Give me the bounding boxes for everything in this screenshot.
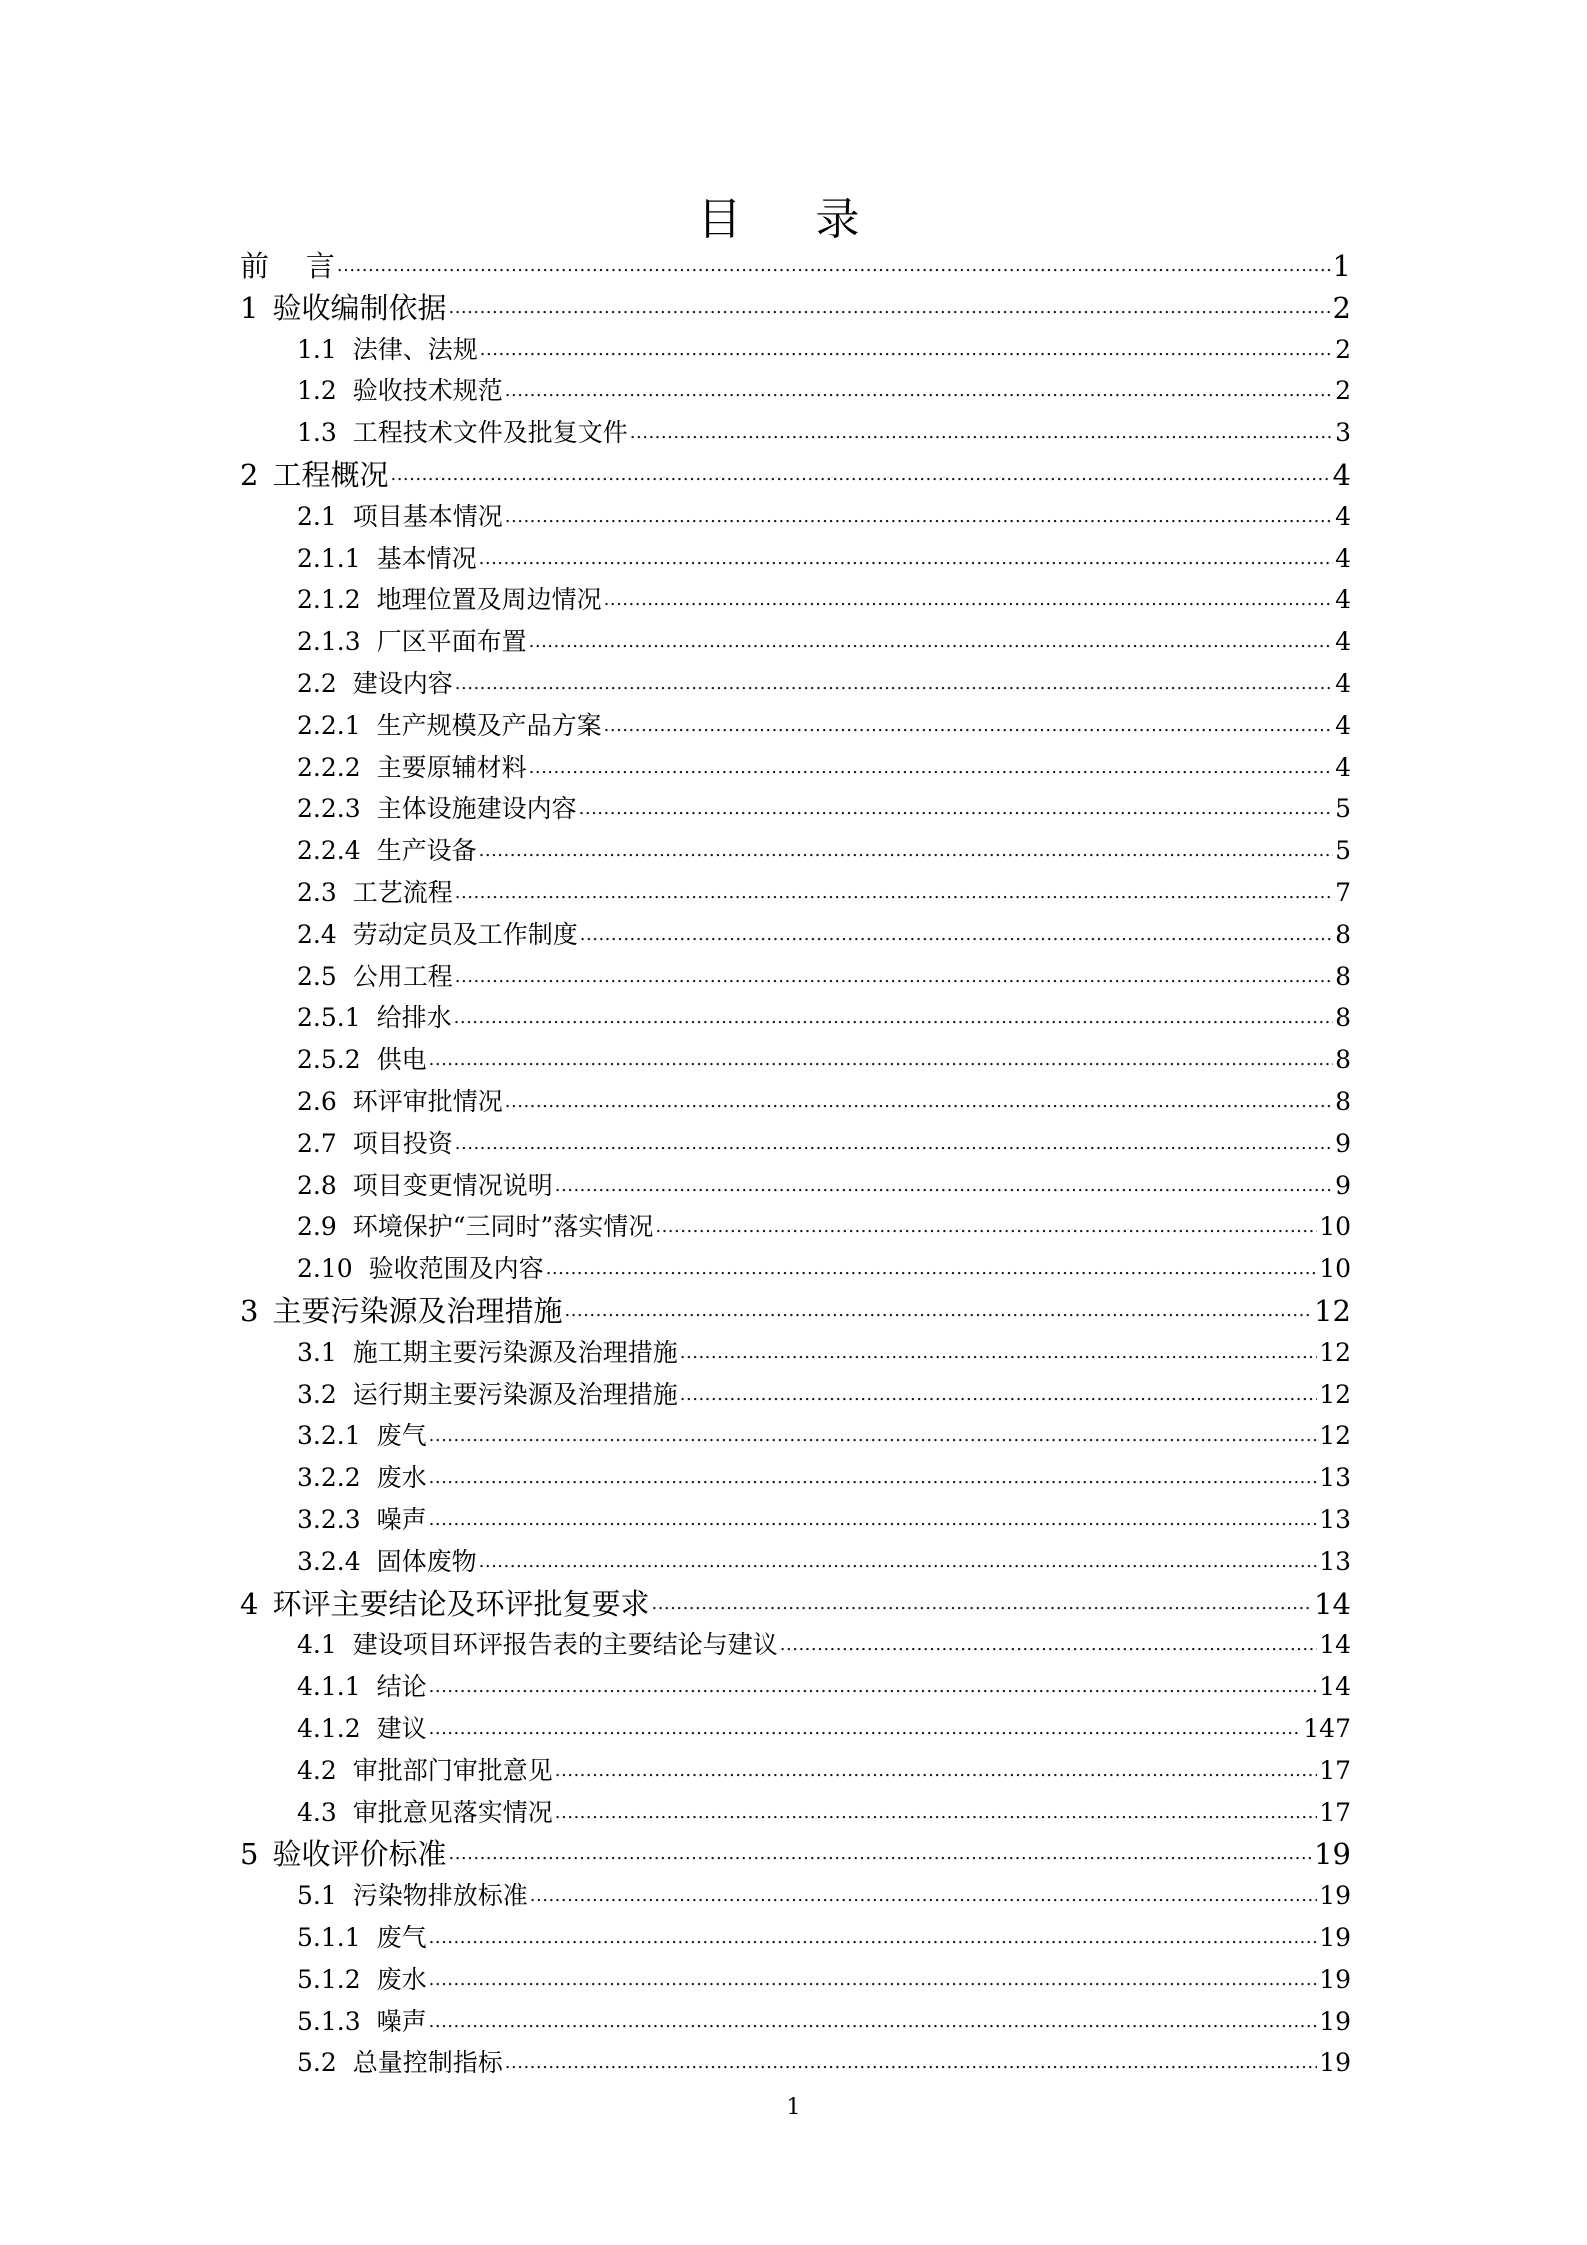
toc-page-number: 19 <box>1319 2048 1351 2077</box>
toc-section-number: 3.2.3 <box>297 1505 361 1534</box>
toc-section-number: 5 <box>240 1837 259 1871</box>
toc-dot-leader <box>604 712 1333 740</box>
toc-entry[interactable] <box>0 1080 1587 1122</box>
toc-entry-line <box>0 497 1587 537</box>
toc-entry-line <box>0 1709 1587 1749</box>
toc-entry-line <box>0 1667 1587 1707</box>
toc-dot-leader <box>429 1046 1333 1074</box>
toc-section-number: 1.2 <box>297 376 337 405</box>
toc-section-number: 1 <box>240 291 259 325</box>
toc-section-number: 2.5.2 <box>297 1045 361 1074</box>
toc-page-number: 17 <box>1319 1756 1351 1785</box>
toc-section-number: 2.10 <box>297 1254 353 1283</box>
toc-section-number: 2.5.1 <box>297 1003 361 1032</box>
toc-dot-leader <box>455 670 1333 698</box>
toc-page-number: 19 <box>1319 2007 1351 2036</box>
toc-page-number: 4 <box>1335 711 1351 740</box>
toc-entry-line <box>0 1542 1587 1582</box>
toc-section-title: 废水 <box>376 1965 427 1994</box>
toc-dot-leader <box>455 1130 1333 1158</box>
toc-dot-leader <box>680 1339 1317 1367</box>
toc-page-number: 8 <box>1335 1087 1351 1116</box>
toc-dot-leader <box>429 1422 1318 1450</box>
toc-entry[interactable] <box>0 578 1587 620</box>
toc-section-number: 2.2.3 <box>297 794 361 823</box>
toc-page-number: 14 <box>1319 1630 1351 1659</box>
toc-entry-line <box>0 1291 1587 1331</box>
toc-section-title: 厂区平面布置 <box>376 627 527 656</box>
toc-dot-leader <box>479 545 1333 573</box>
toc-entry[interactable] <box>0 996 1587 1038</box>
toc-section-title: 废水 <box>376 1463 427 1492</box>
toc-entry[interactable] <box>0 453 1587 495</box>
toc-entry[interactable] <box>0 787 1587 829</box>
toc-entry-line <box>0 873 1587 913</box>
toc-entry[interactable] <box>0 1122 1587 1164</box>
toc-entry[interactable] <box>0 411 1587 453</box>
toc-dot-leader <box>429 1924 1318 1952</box>
toc-section-title: 建设项目环评报告表的主要结论与建议 <box>352 1630 778 1659</box>
toc-page-number: 12 <box>1319 1338 1351 1367</box>
toc-entry[interactable] <box>0 1916 1587 1958</box>
toc-page-number: 4 <box>1335 544 1351 573</box>
toc-section-title: 生产设备 <box>376 836 477 865</box>
toc-section-title: 公用工程 <box>352 962 453 991</box>
toc-entry-line <box>0 455 1587 495</box>
toc-page-number: 9 <box>1335 1171 1351 1200</box>
toc-dot-leader <box>448 1840 1312 1868</box>
toc-entry-line <box>0 580 1587 620</box>
toc-section-number: 4.1 <box>297 1630 337 1659</box>
toc-section-number: 2.6 <box>297 1087 337 1116</box>
toc-section-title: 审批部门审批意见 <box>352 1756 553 1785</box>
toc-page-number: 19 <box>1319 1923 1351 1952</box>
toc-entry-line <box>0 1416 1587 1456</box>
toc-page-number: 8 <box>1335 1003 1351 1032</box>
toc-entry[interactable] <box>0 1373 1587 1415</box>
toc-page-number: 8 <box>1335 920 1351 949</box>
toc-section-title: 环评主要结论及环评批复要求 <box>272 1587 650 1621</box>
toc-dot-leader <box>454 1004 1333 1032</box>
toc-entry[interactable] <box>0 1540 1587 1582</box>
toc-entry[interactable] <box>0 871 1587 913</box>
toc-section-number: 1.1 <box>297 335 337 364</box>
toc-section-number: 5.1.1 <box>297 1923 361 1952</box>
toc-section-number: 4.2 <box>297 1756 337 1785</box>
toc-page-number: 2 <box>1335 335 1351 364</box>
toc-section-number: 2.1 <box>297 502 337 531</box>
toc-section-title: 固体废物 <box>376 1547 477 1576</box>
toc-dot-leader <box>455 879 1333 907</box>
toc-dot-leader <box>429 1673 1318 1701</box>
toc-entry-line <box>0 2043 1587 2083</box>
toc-page-number: 4 <box>1335 753 1351 782</box>
toc-dot-leader <box>529 628 1333 656</box>
toc-entry[interactable] <box>0 286 1587 328</box>
toc-section-number: 2.7 <box>297 1129 337 1158</box>
toc-dot-leader <box>530 1882 1317 1910</box>
toc-section-title: 法律、法规 <box>352 335 478 364</box>
toc-entry[interactable] <box>0 495 1587 537</box>
toc-entry[interactable] <box>0 1832 1587 1874</box>
toc-page-number: 10 <box>1319 1212 1351 1241</box>
toc-section-number: 2.9 <box>297 1212 337 1241</box>
toc-section-number: 2.8 <box>297 1171 337 1200</box>
toc-section-title: 劳动定员及工作制度 <box>352 920 578 949</box>
toc-dot-leader <box>680 1381 1317 1409</box>
toc-page-number: 13 <box>1319 1463 1351 1492</box>
toc-entry-line <box>0 1333 1587 1373</box>
toc-page-number: 2 <box>1335 376 1351 405</box>
toc-dot-leader <box>455 963 1333 991</box>
toc-dot-leader <box>564 1297 1312 1325</box>
toc-entry[interactable] <box>0 537 1587 579</box>
toc-page-number: 12 <box>1319 1380 1351 1409</box>
toc-dot-leader <box>505 2049 1317 2077</box>
toc-dot-leader <box>479 837 1333 865</box>
toc-dot-leader <box>555 1757 1317 1785</box>
toc-dot-leader <box>429 1506 1318 1534</box>
toc-entry[interactable] <box>0 1707 1587 1749</box>
toc-entry-line <box>0 1960 1587 2000</box>
toc-section-number: 2.3 <box>297 878 337 907</box>
toc-dot-leader <box>529 754 1333 782</box>
toc-section-title: 审批意见落实情况 <box>352 1798 553 1827</box>
toc-section-title: 噪声 <box>376 1505 427 1534</box>
toc-entry-line <box>0 1751 1587 1791</box>
toc-dot-leader <box>429 1464 1318 1492</box>
toc-entry[interactable] <box>0 1665 1587 1707</box>
toc-section-title: 供电 <box>376 1045 427 1074</box>
toc-entry[interactable] <box>0 746 1587 788</box>
toc-entry-line <box>0 330 1587 370</box>
toc-section-title: 地理位置及周边情况 <box>376 585 602 614</box>
toc-section-number: 1.3 <box>297 418 337 447</box>
toc-entry-line <box>0 246 1587 286</box>
toc-section-number: 4 <box>240 1587 259 1621</box>
toc-entry[interactable] <box>0 662 1587 704</box>
toc-section-number: 4.1.1 <box>297 1672 361 1701</box>
toc-section-number: 3.2.1 <box>297 1421 361 1450</box>
toc-section-title: 主要原辅材料 <box>376 753 527 782</box>
toc-entry-line <box>0 1040 1587 1080</box>
toc-entry[interactable] <box>0 1038 1587 1080</box>
toc-section-number: 2.1.1 <box>297 544 361 573</box>
toc-entry[interactable] <box>0 2041 1587 2083</box>
toc-entry[interactable] <box>0 1582 1587 1624</box>
toc-dot-leader <box>429 2008 1318 2036</box>
toc-entry[interactable] <box>0 1874 1587 1916</box>
toc-section-title: 运行期主要污染源及治理措施 <box>352 1380 678 1409</box>
toc-page-number: 4 <box>1332 458 1351 492</box>
toc-entry[interactable] <box>0 1247 1587 1289</box>
toc-entry-line <box>0 664 1587 704</box>
toc-page-number: 12 <box>1314 1294 1351 1328</box>
toc-entry-line <box>0 1500 1587 1540</box>
toc-entry-line <box>0 915 1587 955</box>
toc-section-title: 工程概况 <box>272 458 389 492</box>
toc-section-number: 3 <box>240 1294 259 1328</box>
toc-dot-leader <box>505 377 1333 405</box>
toc-section-title: 环评审批情况 <box>352 1087 503 1116</box>
toc-entry-line <box>0 288 1587 328</box>
toc-entry-line <box>0 1458 1587 1498</box>
toc-dot-leader <box>429 1715 1302 1743</box>
toc-section-title: 项目投资 <box>352 1129 453 1158</box>
toc-entry-line <box>0 748 1587 788</box>
toc-entry[interactable] <box>0 1331 1587 1373</box>
toc-section-title: 主体设施建设内容 <box>376 794 577 823</box>
toc-section-title: 总量控制指标 <box>352 2048 503 2077</box>
toc-entry[interactable] <box>0 1749 1587 1791</box>
toc-entry[interactable] <box>0 1164 1587 1206</box>
toc-section-title: 给排水 <box>376 1003 452 1032</box>
toc-page-number: 5 <box>1335 836 1351 865</box>
page-number: 1 <box>786 2095 801 2120</box>
toc-section-number: 2.5 <box>297 962 337 991</box>
toc-section-number: 3.2 <box>297 1380 337 1409</box>
toc-section-number: 2.1.3 <box>297 627 361 656</box>
toc-dot-leader <box>448 294 1330 322</box>
toc-page-number: 8 <box>1335 1045 1351 1074</box>
toc-section-number: 2.2 <box>297 669 337 698</box>
toc-dot-leader <box>505 1088 1333 1116</box>
toc-entry[interactable] <box>0 913 1587 955</box>
toc-dot-leader <box>390 461 1330 489</box>
toc-section-number: 2.2.4 <box>297 836 361 865</box>
toc-page-number: 14 <box>1319 1672 1351 1701</box>
toc-entry[interactable] <box>0 1498 1587 1540</box>
toc-section-title: 工程技术文件及批复文件 <box>352 418 628 447</box>
toc-entry-line <box>0 1834 1587 1874</box>
toc-page-number: 4 <box>1335 585 1351 614</box>
toc-entry-line <box>0 1625 1587 1665</box>
toc-entry[interactable] <box>0 328 1587 370</box>
toc-section-title: 结论 <box>376 1672 427 1701</box>
toc-page-number: 4 <box>1335 669 1351 698</box>
toc-entry-line <box>0 371 1587 411</box>
toc-page-number: 5 <box>1335 794 1351 823</box>
toc-section-number: 2.1.2 <box>297 585 361 614</box>
toc-page-number: 4 <box>1335 627 1351 656</box>
toc-section-title: 前 言 <box>240 249 335 283</box>
toc-page-number: 8 <box>1335 962 1351 991</box>
toc-entry-line <box>0 622 1587 662</box>
toc-dot-leader <box>604 586 1333 614</box>
toc-section-title: 项目变更情况说明 <box>352 1171 553 1200</box>
toc-entry-line <box>0 1207 1587 1247</box>
toc-entry[interactable] <box>0 1414 1587 1456</box>
page-title: 目 录 <box>697 194 890 245</box>
toc-dot-leader <box>429 1966 1318 1994</box>
toc-section-title: 工艺流程 <box>352 878 453 907</box>
toc-section-title: 基本情况 <box>376 544 477 573</box>
toc-page-number: 13 <box>1319 1547 1351 1576</box>
toc-section-number: 3.2.2 <box>297 1463 361 1492</box>
toc-page-number: 12 <box>1319 1421 1351 1450</box>
toc-dot-leader <box>555 1172 1333 1200</box>
toc-entry-line <box>0 1584 1587 1624</box>
toc-section-title: 环境保护“三同时”落实情况 <box>352 1212 654 1241</box>
toc-page-number: 19 <box>1319 1881 1351 1910</box>
toc-entry-line <box>0 706 1587 746</box>
toc-dot-leader <box>580 921 1333 949</box>
toc-entry-line <box>0 1124 1587 1164</box>
toc-section-title: 生产规模及产品方案 <box>376 711 602 740</box>
toc-entry-line <box>0 1918 1587 1958</box>
toc-entry-line <box>0 413 1587 453</box>
toc-entry-line <box>0 1375 1587 1415</box>
toc-section-title: 噪声 <box>376 2007 427 2036</box>
toc-section-number: 4.3 <box>297 1798 337 1827</box>
toc-section-number: 5.2 <box>297 2048 337 2077</box>
toc-section-number: 4.1.2 <box>297 1714 361 1743</box>
toc-entry[interactable] <box>0 829 1587 871</box>
toc-entry[interactable] <box>0 244 1587 286</box>
toc-page-number: 2 <box>1332 291 1351 325</box>
toc-entry-line <box>0 2002 1587 2042</box>
toc-section-number: 5.1.2 <box>297 1965 361 1994</box>
toc-entry-line <box>0 998 1587 1038</box>
toc-entry[interactable] <box>0 1289 1587 1331</box>
toc-entry[interactable] <box>0 620 1587 662</box>
toc-entry-line <box>0 539 1587 579</box>
toc-section-title: 主要污染源及治理措施 <box>272 1294 563 1328</box>
toc-dot-leader <box>505 503 1333 531</box>
toc-page-number: 19 <box>1314 1837 1351 1871</box>
toc-dot-leader <box>651 1590 1312 1618</box>
toc-entry-line <box>0 1082 1587 1122</box>
toc-page-number: 10 <box>1319 1254 1351 1283</box>
toc-section-number: 3.2.4 <box>297 1547 361 1576</box>
toc-entry-line <box>0 831 1587 871</box>
toc-dot-leader <box>480 336 1333 364</box>
toc-dot-leader <box>337 252 1331 280</box>
toc-entry-line <box>0 1166 1587 1206</box>
toc-page-number: 4 <box>1335 502 1351 531</box>
toc-section-title: 施工期主要污染源及治理措施 <box>352 1338 678 1367</box>
toc-dot-leader <box>630 419 1333 447</box>
toc-dot-leader <box>655 1213 1317 1241</box>
toc-dot-leader <box>579 795 1333 823</box>
toc-section-number: 5.1 <box>297 1881 337 1910</box>
toc-section-title: 验收评价标准 <box>272 1837 447 1871</box>
toc-entry[interactable] <box>0 1205 1587 1247</box>
toc-page-number: 9 <box>1335 1129 1351 1158</box>
toc-entry[interactable] <box>0 1958 1587 2000</box>
toc-page-number: 7 <box>1335 878 1351 907</box>
toc-entry[interactable] <box>0 1623 1587 1665</box>
toc-section-title: 污染物排放标准 <box>352 1881 528 1910</box>
toc-dot-leader <box>780 1631 1317 1659</box>
toc-entry-line <box>0 957 1587 997</box>
toc-section-title: 废气 <box>376 1923 427 1952</box>
toc-page-number: 147 <box>1303 1714 1351 1743</box>
toc-section-number: 2.2.2 <box>297 753 361 782</box>
toc-page-number: 13 <box>1319 1505 1351 1534</box>
toc-section-title: 验收编制依据 <box>272 291 447 325</box>
toc-entry[interactable] <box>0 2000 1587 2042</box>
toc-page-number: 1 <box>1332 249 1351 283</box>
toc-dot-leader <box>546 1255 1318 1283</box>
toc-dot-leader <box>555 1799 1317 1827</box>
toc-entry[interactable] <box>0 704 1587 746</box>
toc-page-number: 3 <box>1335 418 1351 447</box>
toc-section-title: 建议 <box>376 1714 427 1743</box>
toc-section-title: 建设内容 <box>352 669 453 698</box>
toc-entry[interactable] <box>0 1791 1587 1833</box>
toc-section-number: 2 <box>240 458 259 492</box>
toc-dot-leader <box>479 1548 1318 1576</box>
toc-page-number: 19 <box>1319 1965 1351 1994</box>
toc-entry[interactable] <box>0 1456 1587 1498</box>
toc-section-number: 3.1 <box>297 1338 337 1367</box>
toc-entry-line <box>0 789 1587 829</box>
toc-section-number: 2.4 <box>297 920 337 949</box>
toc-section-title: 验收技术规范 <box>352 376 503 405</box>
toc-section-title: 废气 <box>376 1421 427 1450</box>
toc-section-title: 验收范围及内容 <box>368 1254 544 1283</box>
toc-section-number: 5.1.3 <box>297 2007 361 2036</box>
toc-entry[interactable] <box>0 955 1587 997</box>
toc-entry-line <box>0 1793 1587 1833</box>
toc-section-title: 项目基本情况 <box>352 502 503 531</box>
toc-entry[interactable] <box>0 369 1587 411</box>
toc-page-number: 14 <box>1314 1587 1351 1621</box>
toc-entry-line <box>0 1249 1587 1289</box>
toc-entry-line <box>0 1876 1587 1916</box>
toc-section-number: 2.2.1 <box>297 711 361 740</box>
toc-page-number: 17 <box>1319 1798 1351 1827</box>
